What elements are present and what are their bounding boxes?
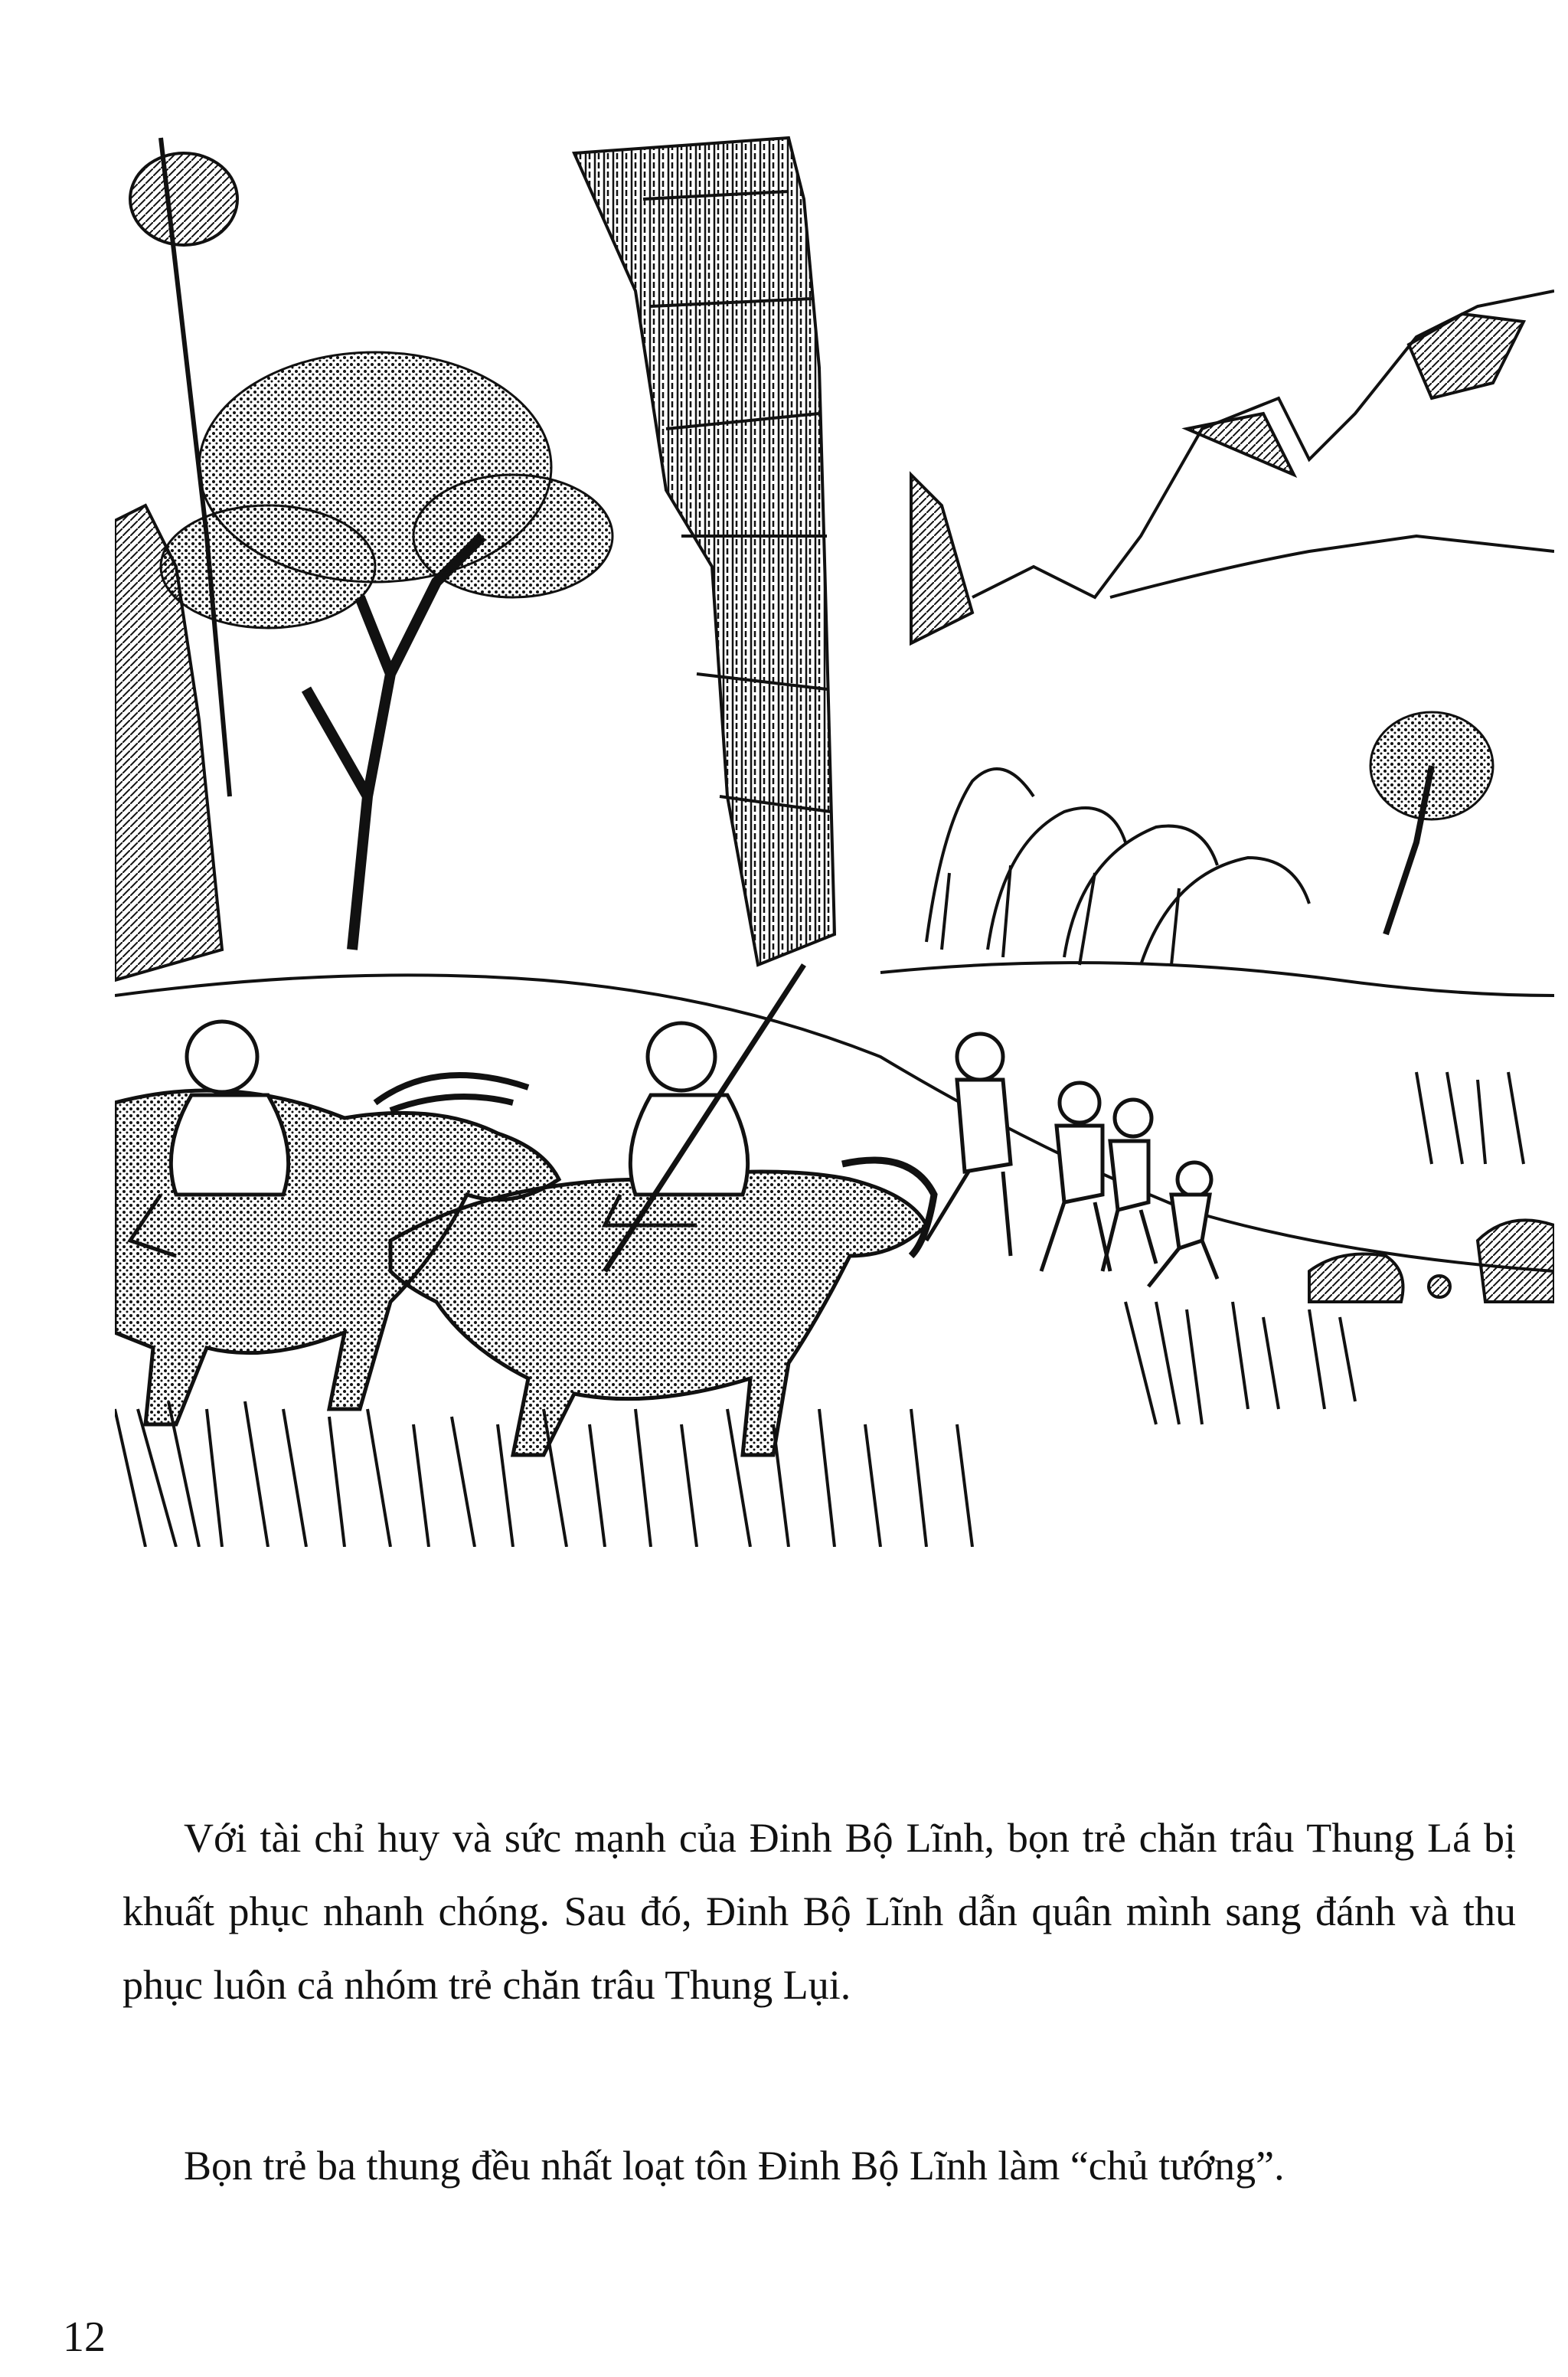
story-paragraph-2: Bọn trẻ ba thung đều nhất loạt tôn Đinh Bộ Lĩnh làm “chủ tướng”. — [184, 2143, 1285, 2189]
banana-plants — [926, 769, 1309, 965]
illustration-buffalo-herders — [115, 107, 1554, 1547]
tree-center — [161, 352, 612, 950]
story-paragraph-1: Với tài chỉ huy và sức mạnh của Đinh Bộ Lĩnh, bọn trẻ chăn trâu Thung Lá bị khuất phục nhanh chóng. Sau đó, Đinh Bộ Lĩnh dẫn quân mình sang đánh và thu phục luôn cả nhóm trẻ chăn trâu Thung Lụi. — [122, 1815, 1516, 2008]
page-number: 12 — [63, 2313, 106, 2361]
children-walking — [926, 1034, 1217, 1287]
rock-pillar — [574, 138, 835, 965]
tree-right — [1370, 712, 1493, 934]
mountains — [911, 291, 1554, 643]
distant-buffalo — [1309, 1220, 1554, 1302]
buffalo-center — [390, 1160, 934, 1455]
